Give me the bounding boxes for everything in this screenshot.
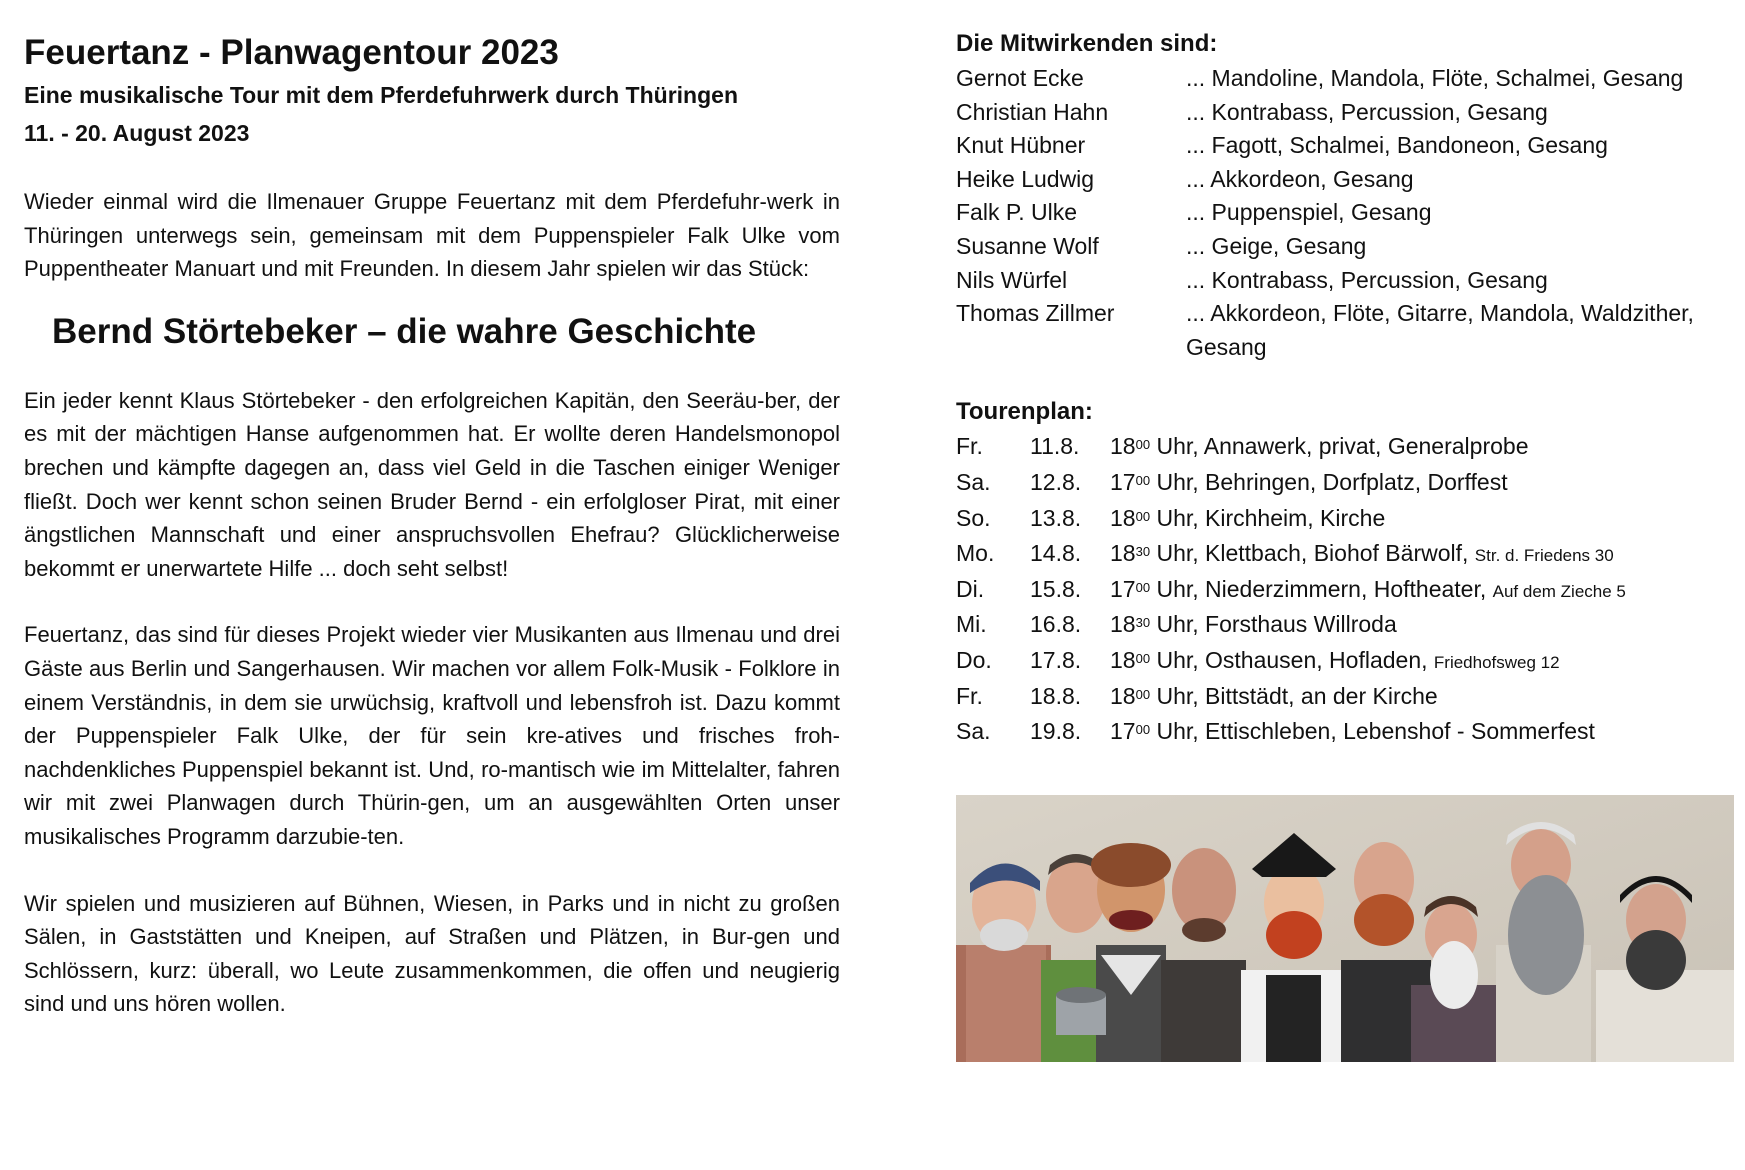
- tour-address: Str. d. Friedens 30: [1474, 546, 1614, 566]
- venues-paragraph: Wir spielen und musizieren auf Bühnen, Wiesen, in Parks und in nicht zu großen Sälen, in Gaststätten und Kneipen, auf Straßen und Plätzen, in Bur-gen und Schlössern, kurz: überall, wo Leute zusammenkommen, die offen und neugierig sind und uns hören wollen.: [24, 890, 840, 1017]
- tour-row: [956, 680, 1736, 716]
- member-role: ... Fagott, Schalmei, Bandoneon, Gesang: [1186, 132, 1608, 159]
- member-row: [956, 196, 1736, 230]
- tour-day: Sa.: [956, 718, 991, 745]
- tour-minute: 00: [1135, 508, 1151, 524]
- tour-day: Mi.: [956, 611, 987, 638]
- tour-date: 18.8.: [1030, 682, 1082, 709]
- member-name: Christian Hahn: [956, 98, 1109, 125]
- member-name: Knut Hübner: [956, 132, 1086, 159]
- tour-row: [956, 537, 1736, 573]
- member-row: [956, 230, 1736, 264]
- tour-hour: 18: [1110, 504, 1136, 531]
- tour-date: 13.8.: [1030, 504, 1082, 531]
- member-row: [956, 297, 1736, 364]
- member-name: Gernot Ecke: [956, 65, 1084, 91]
- member-role: ... Puppenspiel, Gesang: [1186, 199, 1432, 226]
- tour-address: Friedhofsweg 12: [1433, 652, 1560, 672]
- tour-minute: 00: [1135, 722, 1151, 738]
- tour-place: Uhr, Klettbach, Biohof Bärwolf,: [1156, 540, 1469, 567]
- member-role: ... Kontrabass, Percussion, Gesang: [1186, 98, 1548, 125]
- tour-hour: 18: [1110, 433, 1136, 460]
- member-name: Heike Ludwig: [956, 165, 1095, 192]
- page-title: Feuertanz - Planwagentour 2023: [24, 33, 559, 72]
- members-heading: Die Mitwirkenden sind:: [956, 30, 1218, 57]
- tour-row: [956, 502, 1736, 538]
- tour-hour: 18: [1110, 540, 1136, 567]
- play-title: Bernd Störtebeker – die wahre Geschichte: [52, 311, 757, 351]
- tour-day: So.: [956, 504, 991, 531]
- tour-dates: 11. - 20. August 2023: [24, 120, 250, 146]
- about-paragraph: Feuertanz, das sind für dieses Projekt wieder vier Musikanten aus Ilmenau und drei Gäste aus Berlin und Sangerhausen. Wir machen vor allem Folk-Musik - Folklore in einem Verständnis, in dem sie urwüchsig, kraftvoll und lebensfroh ist. Dazu kommt der Puppenspieler Falk Ulke, der für sein kre-atives und frisches froh-nachdenkliches Puppenspiel bekannt ist. Und, ro-mantisch wie im Mittelalter, fahren wir mit zwei Planwagen durch Thürin-gen, um an ausgewählten Orten unser musikalisches Programm darzubie-ten.: [24, 622, 840, 849]
- tour-row: [956, 466, 1736, 502]
- tour-minute: 00: [1135, 472, 1151, 488]
- tour-place: Uhr, Bittstädt, an der Kirche: [1156, 682, 1438, 709]
- member-name: Susanne Wolf: [956, 232, 1099, 259]
- tour-address: Auf dem Zieche 5: [1492, 581, 1626, 601]
- members-list: [956, 62, 1736, 364]
- tour-date: 16.8.: [1030, 611, 1082, 638]
- tour-row: [956, 573, 1736, 609]
- tour-row: [956, 644, 1736, 680]
- member-role: ... Mandoline, Mandola, Flöte, Schalmei, Gesang: [1186, 65, 1684, 91]
- tour-row: [956, 715, 1736, 751]
- tour-minute: 00: [1135, 579, 1151, 595]
- tour-minute: 00: [1135, 650, 1151, 666]
- page-subtitle: Eine musikalische Tour mit dem Pferdefuhrwerk durch Thüringen: [24, 82, 738, 108]
- tour-heading: Tourenplan:: [956, 398, 1093, 426]
- tour-list: [956, 430, 1736, 750]
- member-name: Thomas Zillmer: [956, 300, 1115, 327]
- group-photo-illustration: [956, 795, 1734, 1062]
- group-photo: [956, 795, 1734, 1062]
- tour-hour: 18: [1110, 611, 1136, 638]
- tour-minute: 00: [1135, 686, 1151, 702]
- member-row: [956, 96, 1736, 130]
- member-role: ... Akkordeon, Gesang: [1186, 165, 1414, 192]
- tour-row: [956, 430, 1736, 466]
- tour-hour: 17: [1110, 575, 1136, 602]
- tour-date: 12.8.: [1030, 468, 1082, 495]
- member-row: [956, 163, 1736, 197]
- right-column: [956, 26, 1736, 751]
- left-column: [24, 30, 840, 1021]
- tour-row: [956, 608, 1736, 644]
- tour-hour: 17: [1110, 468, 1136, 495]
- tour-date: 14.8.: [1030, 540, 1082, 567]
- tour-minute: 30: [1135, 544, 1151, 560]
- tour-place: Uhr, Behringen, Dorfplatz, Dorffest: [1156, 468, 1508, 495]
- tour-date: 19.8.: [1030, 718, 1082, 745]
- tour-place: Uhr, Forsthaus Willroda: [1156, 611, 1397, 638]
- intro-paragraph: Wieder einmal wird die Ilmenauer Gruppe Feuertanz mit dem Pferdefuhr-werk in Thüringen unterwegs sein, gemeinsam mit dem Puppenspieler Falk Ulke vom Puppentheater Manuart und mit Freunden. In diesem Jahr spielen wir das Stück:: [24, 189, 840, 282]
- tour-place: Uhr, Ettischleben, Lebenshof - Sommerfest: [1156, 718, 1595, 745]
- tour-hour: 17: [1110, 718, 1136, 745]
- tour-date: 15.8.: [1030, 575, 1082, 602]
- tour-day: Fr.: [956, 433, 983, 460]
- tour-hour: 18: [1110, 682, 1136, 709]
- tour-date: 17.8.: [1030, 646, 1082, 673]
- tour-day: Mo.: [956, 540, 995, 567]
- tour-day: Sa.: [956, 468, 991, 495]
- tour-day: Do.: [956, 646, 992, 673]
- member-name: Nils Würfel: [956, 266, 1068, 293]
- member-role: ... Kontrabass, Percussion, Gesang: [1186, 266, 1548, 293]
- member-role: ... Geige, Gesang: [1186, 232, 1367, 259]
- tour-date: 11.8.: [1030, 433, 1080, 460]
- tour-place: Uhr, Osthausen, Hofladen,: [1156, 646, 1428, 673]
- member-row: [956, 62, 1736, 96]
- tour-day: Fr.: [956, 682, 983, 709]
- tour-place: Uhr, Kirchheim, Kirche: [1156, 504, 1386, 531]
- member-row: [956, 129, 1736, 163]
- tour-day: Di.: [956, 575, 985, 602]
- member-name: Falk P. Ulke: [956, 199, 1078, 226]
- tour-place: Uhr, Annawerk, privat, Generalprobe: [1156, 433, 1529, 460]
- tour-place: Uhr, Niederzimmern, Hoftheater,: [1156, 575, 1487, 602]
- member-role: ... Akkordeon, Flöte, Gitarre, Mandola, Waldzither, Gesang: [1186, 300, 1694, 360]
- tour-minute: 00: [1135, 437, 1151, 453]
- tour-hour: 18: [1110, 646, 1136, 673]
- member-row: [956, 264, 1736, 298]
- tour-minute: 30: [1135, 615, 1151, 631]
- story-paragraph: Ein jeder kennt Klaus Störtebeker - den erfolgreichen Kapitän, den Seeräu-ber, der es mit der mächtigen Hanse aufgenommen hat. Er wollte deren Handelsmonopol brechen und kämpfte dagegen an, dass viel Geld in die Taschen einiger Weniger fließt. Doch wer kennt schon seinen Bruder Bernd - ein erfolgloser Pirat, mit einer ängstlichen Mannschaft und einer anspruchsvollen Ehefrau? Glücklicherweise bekommt er unerwartete Hilfe ... doch seht selbst!: [24, 387, 840, 581]
